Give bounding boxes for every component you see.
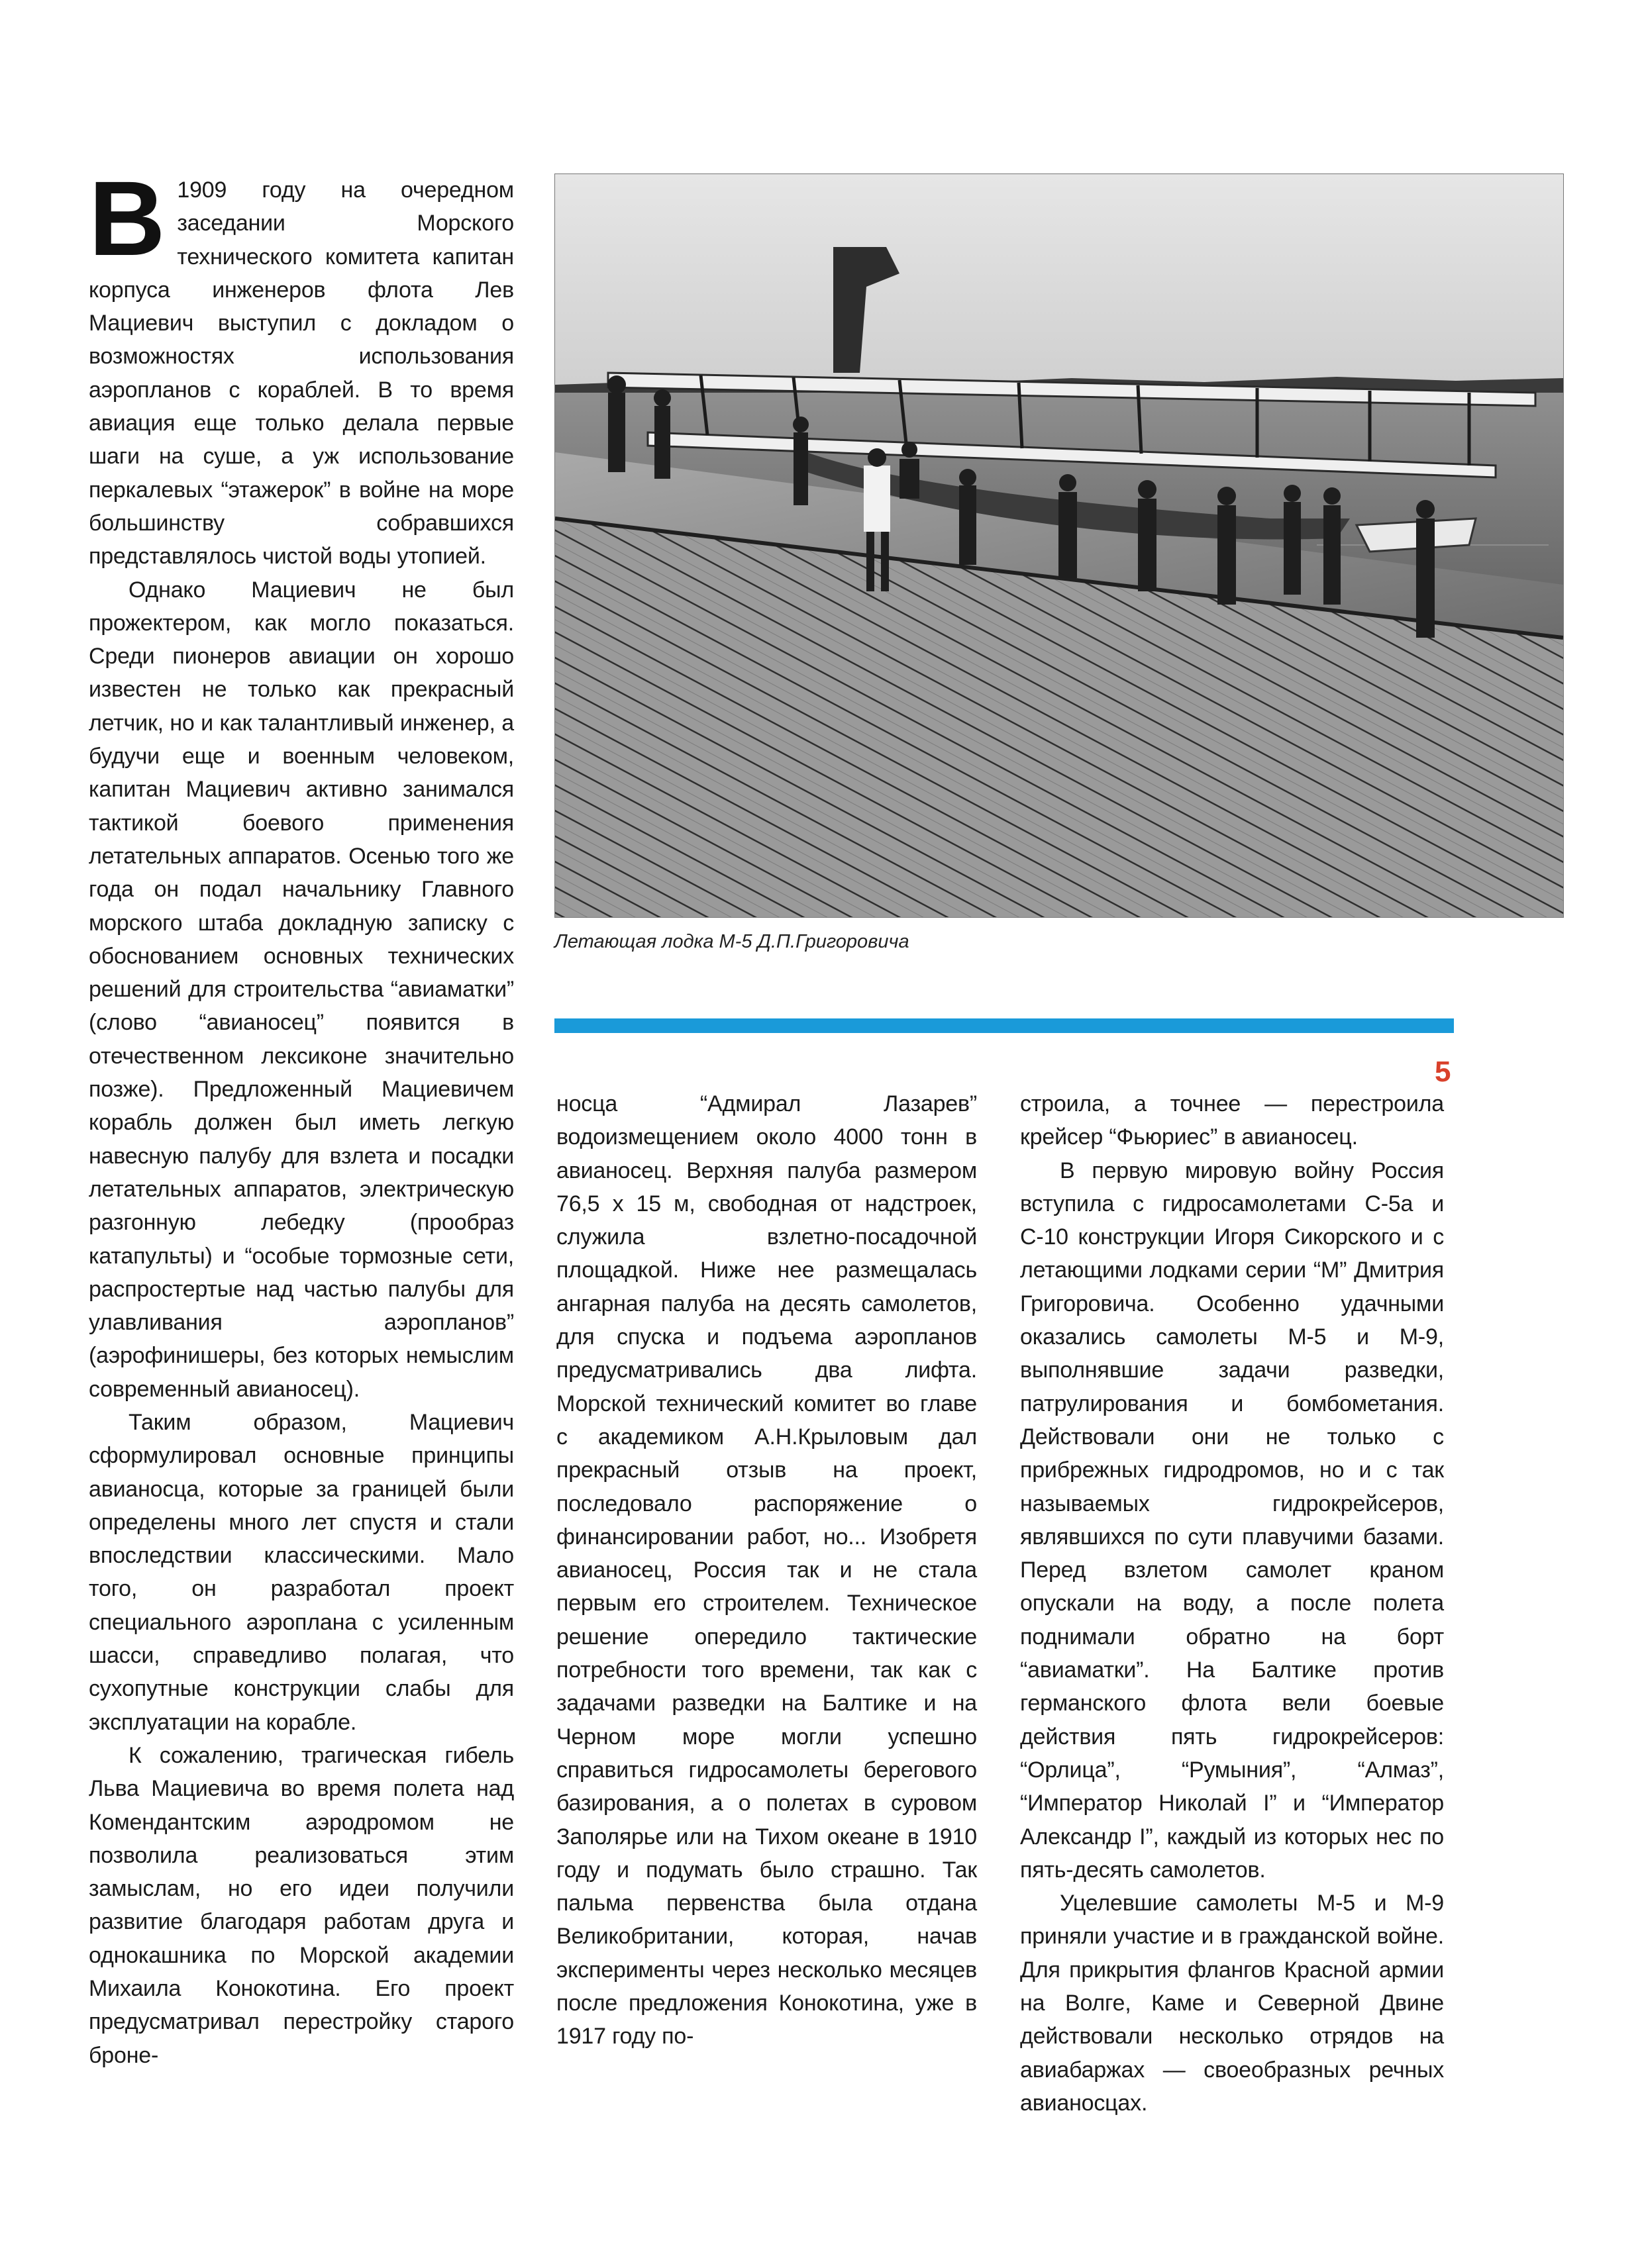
paragraph: строила, а точнее — перестроила крейсер “Фьюриес” в авианосец. xyxy=(1020,1091,1444,1150)
drop-cap: В xyxy=(89,159,166,277)
paragraph: Однако Мациевич не был прожектером, как могло показаться. Среди пионеров авиации он хорошо известен не только как прекрасный летчик, но и как талантливый инженер, а будучи еще и военным человеком, капитан Мациевич активно занимался тактикой боевого применения летательных аппаратов. Осенью того же года он подал начальнику Главного морского штаба докладную записку с обоснованием основных технических решений для строительства “авиаматки” (слово “авианосец” появится в отечественном лексиконе значительно позже). Предложенный Мациевичем корабль должен был иметь легкую навесную палубу для взлета и посадки летательных аппаратов, электрическую разгонную лебедку (прообраз катапульты) и “особые тормозные сети, распростертые над частью палубы для улавливания аэропланов” (аэрофинишеры, без которых немыслим современный авианосец). xyxy=(89,577,514,1402)
article-column-1 xyxy=(89,159,514,2072)
article-column-2 xyxy=(556,1087,977,2053)
article-column-3 xyxy=(1020,1087,1444,2120)
photo-caption: Летающая лодка М-5 Д.П.Григоровича xyxy=(554,931,909,952)
paragraph: К сожалению, трагическая гибель Льва Мациевича во время полета над Комендантским аэродромом не позволила реализоваться этим замыслам, но его идеи получили развитие благодаря работам друга и однокашника по Морской академии Михаила Конокотина. Его проект предусматривал перестройку старого броне- xyxy=(89,1742,514,2068)
page-number: 5 xyxy=(1435,1056,1451,1088)
paragraph: 1909 году на очередном заседании Морского технического комитета капитан корпуса инженеров флота Лев Мациевич выступил с докладом о возможностях использования аэропланов с кораблей. В то время авиация еще только делала первые шаги на суше, а уж использование перкалевых “этажерок” в войне на море большинству собравшихся представлялось чистой воды утопией. xyxy=(89,177,514,569)
flying-boat-photo xyxy=(554,173,1564,918)
paragraph: В первую мировую войну Россия вступила с гидросамолетами С-5а и С-10 конструкции Игоря Сикорского и с летающими лодками серии “М” Дмитрия Григоровича. Особенно удачными оказались самолеты М-5 и М-9, выполнявшие задачи разведки, патрулирования и бомбометания. Действовали они не только с прибрежных гидродромов, но и с так называемых гидрокрейсеров, являвшихся по сути плавучими базами. Перед взлетом самолет краном опускали на воду, а после полета поднимали обратно на борт “авиаматки”. На Балтике против германского флота вели боевые действия пять гидрокрейсеров: “Орлица”, “Румыния”, “Алмаз”, “Император Николай I” и “Император Александр I”, каждый из которых нес по пять-десять самолетов. xyxy=(1020,1158,1444,1883)
accent-bar xyxy=(554,1018,1454,1033)
paragraph: Уцелевшие самолеты М-5 и М-9 приняли участие и в гражданской войне. Для прикрытия флангов Красной армии на Волге, Каме и Северной Двине действовали несколько отрядов на авиабаржах — своеобразных речных авианосцах. xyxy=(1020,1891,1444,2116)
paragraph: носца “Адмирал Лазарев” водоизмещением около 4000 тонн в авианосец. Верхняя палуба размером 76,5 х 15 м, свободная от надстроек, служила взлетно-посадочной площадкой. Ниже нее размещалась ангарная палуба на десять самолетов, для спуска и подъема аэропланов предусматривались два лифта. Морской технический комитет во главе с академиком А.Н.Крыловым дал прекрасный отзыв на проект, последовало распоряжение о финансировании работ, но... Изобретя авианосец, Россия так и не стала первым его строителем. Техническое решение опередило тактические потребности того времени, так как с задачами разведки на Балтике и на Черном море могли успешно справиться гидросамолеты берегового базирования, а о полетах в суровом Заполярье или на Тихом океане в 1910 году и подумать было страшно. Так пальма первенства была отдана Великобритании, которая, начав эксперименты через несколько месяцев после предложения Конокотина, уже в 1917 году по- xyxy=(556,1091,977,2049)
paragraph: Таким образом, Мациевич сформулировал основные принципы авианосца, которые за границей были определены много лет спустя и стали впоследствии классическими. Мало того, он разработал проект специального аэроплана с усиленным шасси, справедливо полагая, что сухопутные конструкции слабы для эксплуатации на корабле. xyxy=(89,1409,514,1735)
